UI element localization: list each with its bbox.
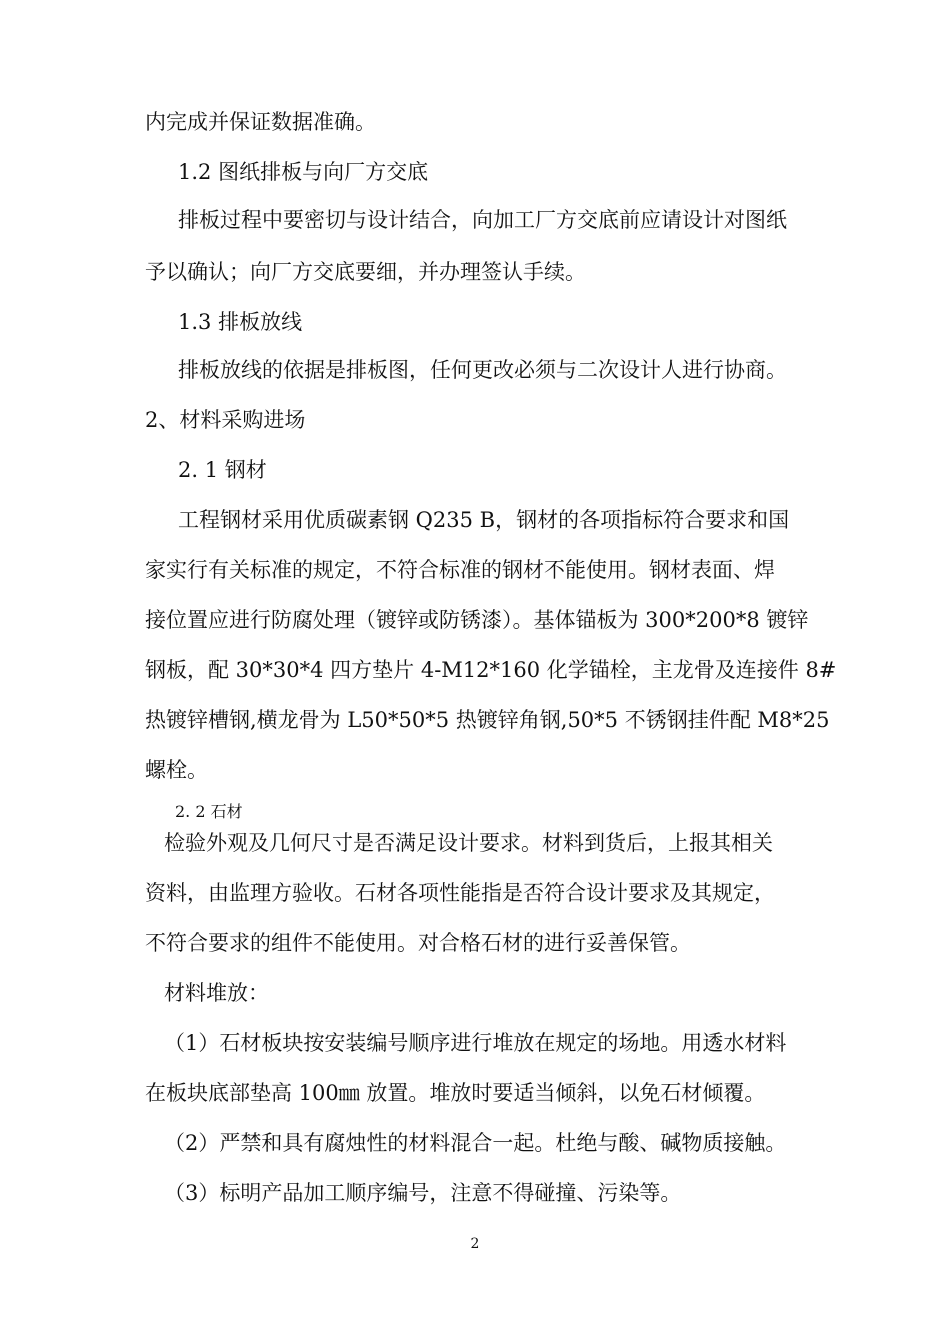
text-line: 热镀锌槽钢,横龙骨为 L50*50*5 热镀锌角钢,50*5 不锈钢挂件配 M8*25 — [145, 708, 830, 732]
text-line: 工程钢材采用优质碳素钢 Q235 B，钢材的各项指标符合要求和国 — [178, 508, 790, 532]
section-heading-2: 2、材料采购进场 — [145, 408, 306, 432]
text-line: 内完成并保证数据准确。 — [145, 110, 376, 134]
section-heading-2-1: 2. 1 钢材 — [178, 458, 267, 482]
text-line: 资料，由监理方验收。石材各项性能指是否符合设计要求及其规定， — [145, 881, 775, 905]
page-number: 2 — [470, 1236, 480, 1252]
text-line: 接位置应进行防腐处理（镀锌或防锈漆）。基体锚板为 300*200*8 镀锌 — [145, 608, 809, 632]
section-heading-1-3: 1.3 排板放线 — [178, 310, 303, 334]
text-line: （2）严禁和具有腐烛性的材料混合一起。杜绝与酸、碱物质接触。 — [164, 1131, 787, 1155]
text-line: 检验外观及几何尺寸是否满足设计要求。材料到货后，上报其相关 — [164, 831, 773, 855]
text-line: 予以确认；向厂方交底要细，并办理签认手续。 — [145, 260, 586, 284]
text-line: 材料堆放： — [164, 981, 269, 1005]
text-line: （3）标明产品加工顺序编号，注意不得碰撞、污染等。 — [164, 1181, 682, 1205]
text-line: 钢板，配 30*30*4 四方垫片 4-M12*160 化学锚栓，主龙骨及连接件 8# — [145, 658, 837, 682]
text-line: 在板块底部垫高 100㎜ 放置。堆放时要适当倾斜，以免石材倾覆。 — [145, 1081, 766, 1105]
text-line: （1）石材板块按安装编号顺序进行堆放在规定的场地。用透水材料 — [164, 1031, 787, 1055]
section-heading-2-2: 2. 2 石材 — [175, 802, 243, 821]
text-line: 排板过程中要密切与设计结合，向加工厂方交底前应请设计对图纸 — [178, 208, 787, 232]
text-line: 排板放线的依据是排板图，任何更改必须与二次设计人进行协商。 — [178, 358, 787, 382]
text-line: 家实行有关标准的规定，不符合标准的钢材不能使用。钢材表面、焊 — [145, 558, 775, 582]
text-line: 螺栓。 — [145, 758, 208, 782]
text-line: 不符合要求的组件不能使用。对合格石材的进行妥善保管。 — [145, 931, 691, 955]
section-heading-1-2: 1.2 图纸排板与向厂方交底 — [178, 160, 429, 184]
